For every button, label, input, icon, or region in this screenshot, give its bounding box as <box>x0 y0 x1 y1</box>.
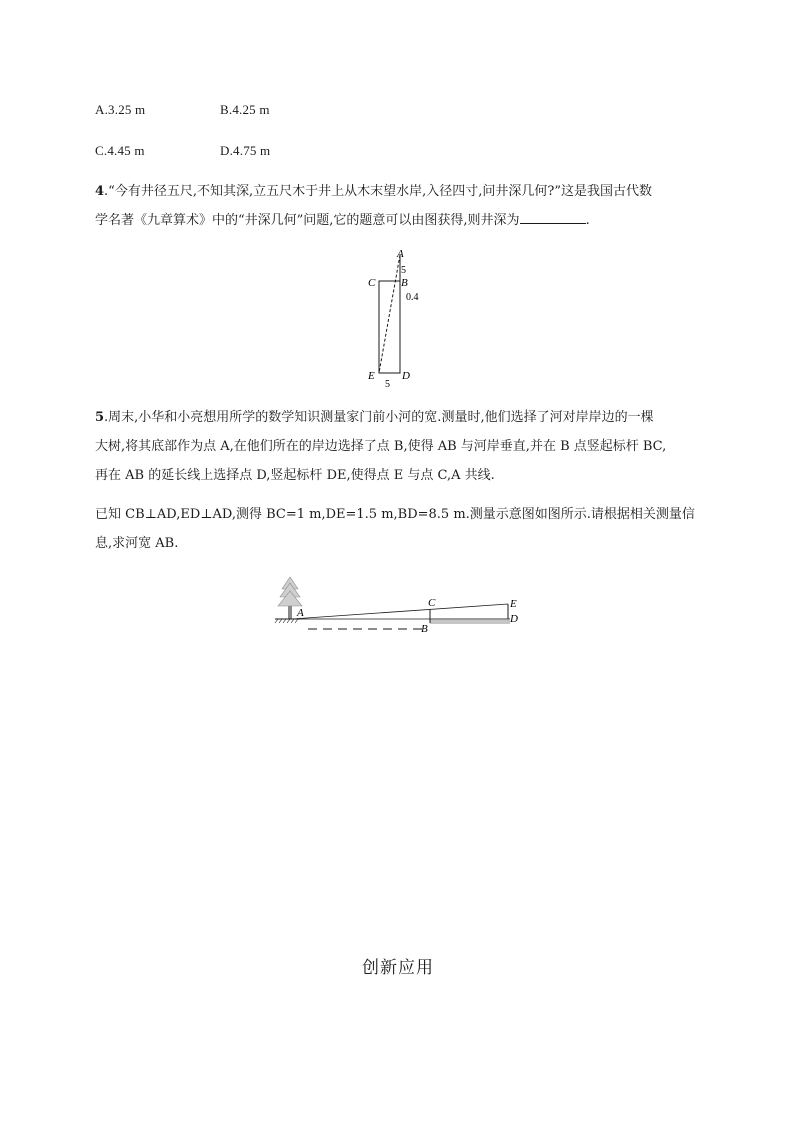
label-a: A <box>397 248 404 260</box>
well-diagram <box>360 245 440 390</box>
question-5-line-1 <box>95 403 695 432</box>
label-d: D <box>402 370 410 382</box>
label-0-4: 0.4 <box>406 292 419 303</box>
option-c: C.4.45 m <box>95 143 145 158</box>
question-5-line-2: 大树,将其底部作为点 A,在他们所在的岸边选择了点 B,使得 AB 与河岸垂直,并在 B 点竖起标杆 BC, <box>95 439 667 454</box>
label-e: E <box>510 598 517 610</box>
question-5-given <box>95 500 695 558</box>
river-diagram <box>270 572 530 636</box>
question-5-line-3: 再在 AB 的延长线上选择点 D,竖起标杆 DE,使得点 E 与点 C,A 共线. <box>95 468 495 483</box>
label-c: C <box>368 277 376 289</box>
question-5-number: 5 <box>95 410 105 425</box>
answer-blank[interactable] <box>520 211 586 224</box>
question-4 <box>95 177 695 235</box>
option-d: D.4.75 m <box>220 143 271 158</box>
sight-line <box>379 255 400 373</box>
option-a: A.3.25 m <box>95 102 146 117</box>
question-5-line-5: 息,求河宽 AB. <box>95 536 179 551</box>
question-4-number: 4 <box>95 184 105 199</box>
label-5-bottom: 5 <box>385 379 390 390</box>
question-5-text-1: .周末,小华和小亮想用所学的数学知识测量家门前小河的宽.测量时,他们选择了河对岸岸边的一棵 <box>104 410 654 425</box>
question-4-line-2 <box>95 206 695 235</box>
question-4-line-1 <box>95 177 695 206</box>
option-b: B.4.25 m <box>220 102 270 117</box>
label-d: D <box>510 613 518 625</box>
label-c: C <box>428 597 436 609</box>
left-bank-hatch <box>275 619 298 623</box>
well-rectangle <box>379 281 400 373</box>
question-5-line-4: 已知 CB⊥AD,ED⊥AD,测得 BC=1 m,DE=1.5 m,BD=8.5 m.测量示意图如图所示.请根据相关测量信 <box>95 507 695 522</box>
question-4-text-2: 学名著《九章算术》中的“井深几何”问题,它的题意可以由图获得,则井深为 <box>95 213 520 228</box>
label-5-top: 5 <box>401 265 406 276</box>
label-b: B <box>421 623 428 635</box>
label-a: A <box>297 607 304 619</box>
sight-line-ae <box>292 604 508 619</box>
section-heading: 创新应用 <box>362 958 434 978</box>
question-5 <box>95 403 695 490</box>
right-bank-hatch <box>430 619 510 623</box>
question-4-text-1: .“今有井径五尺,不知其深,立五尺木于井上从木末望水岸,入径四寸,问井深几何?”这是我国古代数 <box>104 184 652 199</box>
label-b: B <box>401 277 408 289</box>
question-4-end: . <box>585 213 590 228</box>
label-e: E <box>368 370 375 382</box>
